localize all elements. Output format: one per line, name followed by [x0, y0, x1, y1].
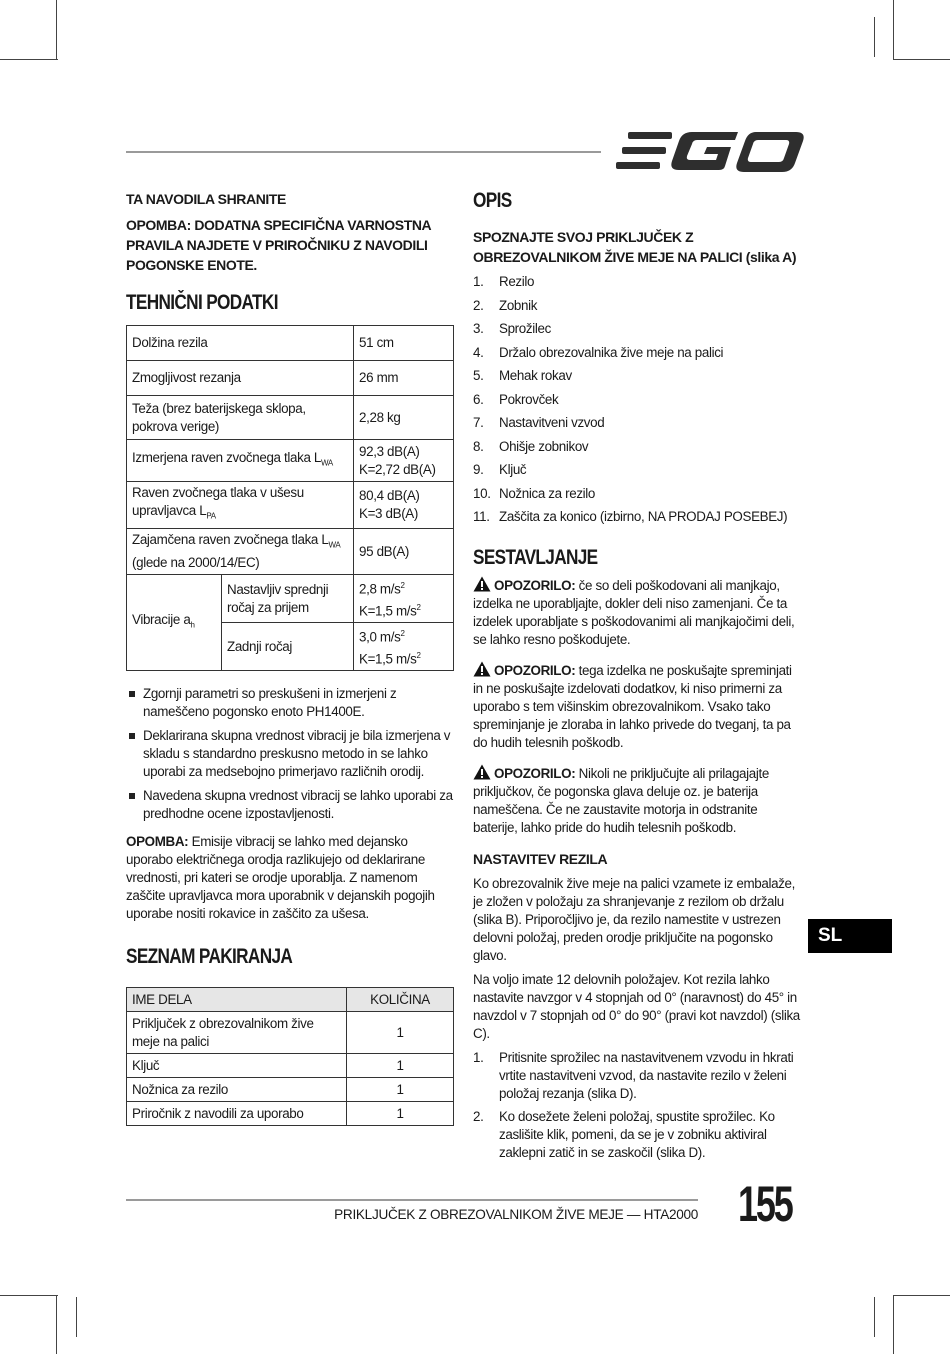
warning-paragraph [473, 764, 803, 837]
crop-mark [0, 59, 58, 60]
list-item [473, 485, 803, 503]
table-cell: 1 [347, 1012, 454, 1054]
lwa-value: 92,3 dB(A) [359, 443, 420, 459]
warning-icon [473, 576, 491, 592]
item-number: 7. [473, 415, 484, 430]
rear-uncertainty: K=1,5 m/s [359, 651, 417, 667]
crop-mark [76, 1297, 77, 1337]
item-label: Pokrovček [499, 391, 559, 407]
warning-label: OPOZORILO: [494, 663, 576, 678]
left-column [126, 189, 454, 1126]
list-item [473, 367, 803, 385]
item-label: Sprožilec [499, 321, 551, 336]
list-item [473, 273, 803, 291]
front-value: 2,8 m/s [359, 581, 401, 597]
crop-mark [893, 59, 950, 60]
item-number: 5. [473, 368, 484, 383]
table-cell [127, 482, 354, 529]
item-number: 11. [473, 509, 490, 524]
list-item [473, 508, 803, 526]
lpa-value: 80,4 dB(A) [359, 487, 420, 503]
table-cell: Nožnica za rezilo [127, 1078, 347, 1102]
crop-mark [0, 1295, 58, 1296]
safety-note: OPOMBA: DODATNA SPECIFIČNA VARNOSTNA PRAVILA NAJDETE V PRIROČNIKU Z NAVODILI POGONSKE ENOTE. [126, 217, 431, 273]
note-label: OPOMBA: [126, 834, 189, 850]
table-cell [354, 482, 454, 529]
warning-label: OPOZORILO: [494, 578, 576, 593]
table-row [127, 440, 454, 482]
parts-list [473, 273, 803, 526]
item-number: 9. [473, 462, 484, 477]
front-uncertainty: K=1,5 m/s [359, 603, 417, 619]
opis-subtitle: SPOZNAJTE SVOJ PRIKLJUČEK Z OBREZOVALNIKOM ŽIVE MEJE NA PALICI (slika A) [473, 229, 797, 265]
page-number: 155 [738, 1176, 792, 1232]
table-row [127, 482, 454, 529]
list-item [473, 320, 803, 338]
table-cell: 2,28 kg [354, 396, 454, 440]
crop-mark [874, 1297, 875, 1337]
blade-adjust-title: NASTAVITEV REZILA [473, 851, 608, 867]
list-item: Deklarirana skupna vrednost vibracij je bila izmerjena v skladu s standardno preskusno metodo in se lahko uporabi za medsebojno primerjavo različnih orodij. [126, 727, 454, 781]
table-cell: 51 cm [354, 326, 454, 361]
table-cell: 1 [347, 1078, 454, 1102]
item-number: 2. [473, 297, 484, 313]
item-label: Zobnik [499, 297, 538, 313]
list-item [473, 461, 803, 479]
packing-title: SEZNAM PAKIRANJA [126, 945, 293, 969]
table-cell: 1 [347, 1102, 454, 1126]
right-column [473, 189, 803, 1162]
specs-title: TEHNIČNI PODATKI [126, 291, 278, 314]
packing-table [126, 987, 454, 1126]
table-cell [354, 623, 454, 671]
vibration-note [126, 833, 454, 923]
specs-table [126, 325, 454, 671]
warning-paragraph [473, 576, 803, 649]
table-cell: Zmogljivost rezanja [127, 361, 354, 396]
specs-notes [126, 685, 454, 823]
warning-text: Nikoli ne priključujte ali prilagajajte priključkov, če pogonska glava deluje oz. je baterija nameščena. Če ne zaustavite motorja in odstranite baterije, lahko pride do hudih telesnih poškodb. [473, 766, 769, 835]
table-cell: Zadnji ročaj [222, 623, 354, 671]
table-cell [354, 440, 454, 482]
table-row [127, 528, 454, 575]
table-cell: 95 dB(A) [354, 528, 454, 575]
crop-mark [893, 1295, 894, 1354]
item-label: Rezilo [499, 274, 535, 289]
header-rule [126, 151, 601, 153]
table-row [127, 575, 454, 623]
table-cell: Priključek z obrezovalnikom žive meje na palici [127, 1012, 347, 1054]
crop-mark [893, 0, 894, 60]
list-item: Zgornji parametri so preskušeni in izmerjeni z nameščeno pogonsko enoto PH1400E. [126, 685, 454, 721]
list-item [473, 391, 803, 409]
warning-paragraph [473, 661, 803, 752]
table-row [127, 1102, 454, 1126]
item-number: 10. [473, 485, 491, 501]
warning-text: če so deli poškodovani ali manjkajo, izdelka ne uporabljajte, dokler deli niso zamenjani. Če ta izdelek uporabljate s poškodovanimi ali manjkajočimi deli, se lahko resno poškodujete. [473, 578, 795, 647]
step-number: 1. [473, 1050, 484, 1065]
blade-paragraph: Na voljo imate 12 delovnih položajev. Kot rezila lahko nastavite navzgor v 4 stopnjah od 0° (naravnost) do 45° in navzdol v 7 stopnjah od 0° do 90° (pravi kot navzdol) (slika C). [473, 972, 800, 1041]
crop-mark [56, 1295, 57, 1354]
list-item: Navedena skupna vrednost vibracij se lahko uporabi za predhodne ocene izpostavljenosti. [126, 787, 454, 823]
list-item [473, 297, 803, 315]
note-text: Emisije vibracij se lahko med dejansko uporabo električnega orodja razlikujejo od deklarirane vrednosti, pri kateri se orodje uporablja. Z namenom zaščite upravljavca mora uporabnik v dejanskih pogojih uporabe nositi rokavice in zaščito za ušesa. [126, 834, 435, 922]
footer-text: PRIKLJUČEK Z OBREZOVALNIKOM ŽIVE MEJE — HTA2000 [334, 1207, 698, 1222]
superscript: 2 [416, 650, 421, 660]
item-label: Ključ [499, 462, 527, 477]
column-header: IME DELA [127, 988, 347, 1012]
crop-mark [874, 17, 875, 57]
crop-mark [893, 1295, 950, 1296]
guaranteed-label: Zajamčena raven zvočnega tlaka L [132, 531, 329, 547]
superscript: 2 [400, 629, 405, 639]
table-cell [354, 575, 454, 623]
list-item [473, 344, 803, 362]
warning-label: OPOZORILO: [494, 766, 576, 781]
crop-mark [56, 0, 57, 60]
blade-paragraph: Ko obrezovalnik žive meje na palici vzamete iz embalaže, je zložen v položaju za shranjevanje z rezilom ob držalu (slika B). Priporočljivo je, da rezilo namestite v ustrezen delovni položaj, preden orodje priključite na pogonsko glavo. [473, 876, 796, 963]
table-cell: 26 mm [354, 361, 454, 396]
list-item [473, 1049, 803, 1103]
table-cell: Dolžina rezila [127, 326, 354, 361]
list-item [473, 438, 803, 456]
table-row [127, 1012, 454, 1054]
assembly-title: SESTAVLJANJE [473, 546, 598, 569]
footer-rule [126, 1199, 698, 1201]
steps-list [473, 1049, 803, 1162]
item-label: Držalo obrezovalnika žive meje na palici [499, 344, 724, 360]
table-header-row [127, 988, 454, 1012]
table-cell [127, 575, 222, 671]
table-row [127, 361, 454, 396]
lpa-sub: PA [206, 511, 216, 521]
table-cell: Ključ [127, 1054, 347, 1078]
table-row [127, 1054, 454, 1078]
item-number: 1. [473, 274, 484, 289]
table-cell: 1 [347, 1054, 454, 1078]
superscript: 2 [416, 602, 421, 612]
warning-icon [473, 661, 491, 677]
lwa-uncertainty: K=2,72 dB(A) [359, 461, 436, 477]
table-cell [127, 440, 354, 482]
column-header: KOLIČINA [347, 988, 454, 1012]
warning-icon [473, 764, 491, 780]
vibration-sub: h [190, 620, 195, 630]
list-item [473, 414, 803, 432]
table-cell: Teža (brez baterijskega sklopa, pokrova verige) [127, 396, 354, 440]
item-number: 6. [473, 391, 484, 407]
item-number: 3. [473, 321, 484, 336]
guaranteed-sub: WA [328, 540, 341, 550]
lwa-label: Izmerjena raven zvočnega tlaka L [132, 449, 322, 465]
language-tab: SL [808, 919, 892, 953]
table-cell: Priročnik z navodili za uporabo [127, 1102, 347, 1126]
item-label: Zaščita za konico (izbirno, NA PRODAJ POSEBEJ) [499, 509, 788, 524]
item-label: Nožnica za rezilo [499, 485, 596, 501]
lpa-label: Raven zvočnega tlaka v ušesu upravljavca L [132, 485, 304, 518]
superscript: 2 [400, 581, 405, 591]
step-text: Ko dosežete želeni položaj, spustite sprožilec. Ko zaslišite klik, pomeni, da se je v zobniku aktiviral zaklepni zatič in se zaskočil (slika D). [499, 1109, 775, 1160]
step-number: 2. [473, 1109, 484, 1124]
item-number: 4. [473, 344, 484, 360]
save-instructions: TA NAVODILA SHRANITE [126, 191, 286, 207]
item-label: Ohišje zobnikov [499, 438, 589, 454]
item-number: 8. [473, 438, 484, 454]
table-row [127, 326, 454, 361]
opis-title: OPIS [473, 189, 512, 212]
lwa-sub: WA [321, 458, 333, 468]
item-label: Nastavitveni vzvod [499, 415, 605, 430]
table-cell [127, 528, 354, 575]
item-label: Mehak rokav [499, 368, 572, 383]
guaranteed-directive: (glede na 2000/14/EC) [132, 555, 260, 571]
table-cell: Nastavljiv sprednji ročaj za prijem [222, 575, 354, 623]
ego-logo [614, 128, 804, 174]
lpa-uncertainty: K=3 dB(A) [359, 505, 418, 521]
table-row [127, 396, 454, 440]
step-text: Pritisnite sprožilec na nastavitvenem vzvodu in hkrati vrtite nastavitveni vzvod, da nastavite rezilo v želeni položaj rezanja (slika D). [499, 1050, 794, 1101]
warning-text: tega izdelka ne poskušajte spreminjati in ne poskušajte izdelovati dodatkov, ki niso primerni za uporabo s tem višinskim obrezovalnikom. Vsako tako spreminjanje je zloraba in lahko privede do tveganj, ta pa do hudih telesnih poškodb. [473, 663, 792, 750]
rear-value: 3,0 m/s [359, 629, 401, 645]
vibration-label: Vibracije a [132, 611, 191, 627]
list-item [473, 1108, 803, 1162]
table-row [127, 1078, 454, 1102]
